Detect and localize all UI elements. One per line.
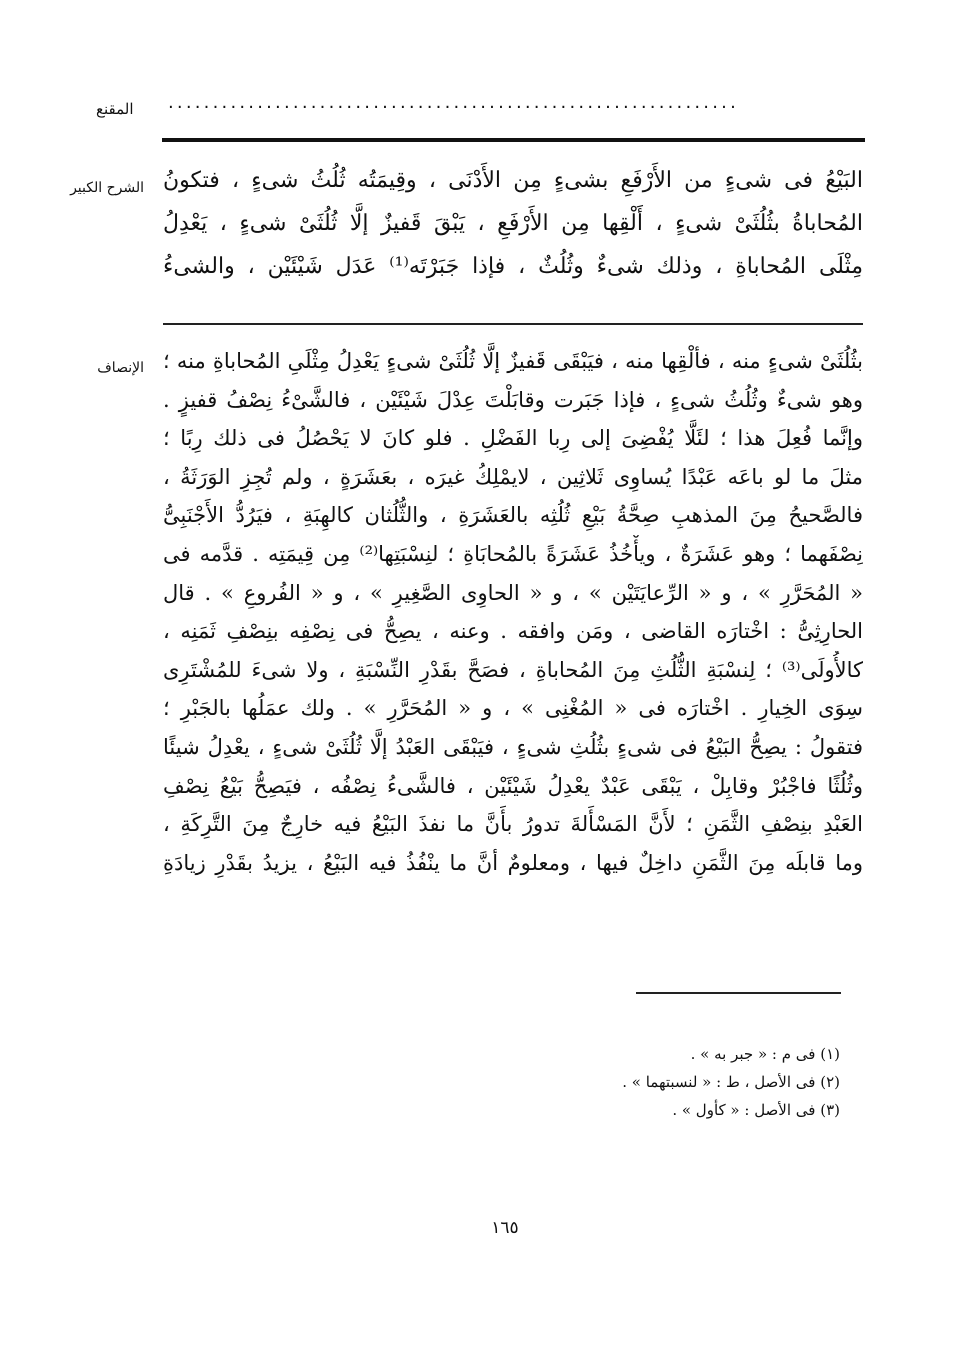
sharh-text-block — [163, 159, 863, 288]
header-rule — [162, 138, 865, 142]
footnote-rule — [636, 992, 841, 994]
text-line: البَيْعُ فى شىءٍ من الأَرْفَعِ بشىءٍ مِن الأَدْنَى ، وقِيمَتُه ثُلُثُ شىءٍ ، فتكونُ — [163, 168, 863, 193]
text-line: وثُلُثًا فاجْبُرْ وقابِلْ ، يَبْقَى عَبْدٌ يعْدِلُ شَيْئَيْن ، فالشَّىءُ نِصْفُه ، فيَصِحُّ بَيْعُ نِصْفِ — [163, 773, 863, 798]
text-line: كالأُولَى⁽³⁾ ؛ لِنسْبَةِ الثُّلُثِ مِنَ المُحاباةِ ، فصَحَّ بقَدْرِ النِّسْبَةِ ، ولا شىءَ للمُشْتَرِى — [163, 657, 863, 682]
text-line: وما قابلَه مِنَ الثَّمَنِ داخِلٌ فيها ، ومعلومٌ أنَّ ما ينْفُذُ فيه البَيْعُ ، يزيدُ بقَدْرِ زيادَةِ — [163, 850, 863, 875]
header-dots: ................................................................ — [168, 92, 739, 113]
text-line: « المُحَرَّرِ » ، و « الرِّعايَتَيْن » ، و « الحاوِى الصَّغِيرِ » ، و « الفُروعِ » . قال — [163, 580, 863, 605]
text-line: وهو شىءٌ وثُلُثُ شىءٍ ، فإذا جَبَرت وقابَلْتَ عِدْلَ شَيْئَيْن ، فالشَّىْءُ نِصْفُ قفيزٍ . — [163, 387, 863, 412]
text-line: وإنَّما فُعِلَ هذا ؛ لئَلَّا يُفْضِىَ إلى رِبا الفَضْلِ . فلو كانَ لا يَحْصُلُ فى ذلك رِبًا ؛ — [163, 426, 863, 451]
text-line: نِصْفَهما ؛ وهو عَشَرَةٌ ، ويأْخُذُ عَشَرَةً بالمُحابَاةِ ؛ لنِسْبَتِها⁽²⁾ مِن قِيمَتِه . قدَّمه فى — [163, 541, 863, 566]
section-divider — [163, 323, 863, 325]
text-line: فتقولُ : يصِحُّ البَيْعُ فى شىءٍ بثُلُثِ شىءٍ ، فيَبْقَى العَبْدُ إلَّا ثُلُثَىْ شىءٍ ، يعْدِلُ شيئًا — [163, 734, 863, 759]
text-line: سِوَى الخِيارِ . اخْتارَه فى « المُغْنِى » ، و « المُحَرَّرِ » . ولك عمَلُها بالجَبْرِ ؛ — [163, 696, 863, 721]
text-line: المُحاباةُ بثُلُثَىْ شىءٍ ، أَلْقِها مِن الأَرْفَعِ ، يَبْقَ قَفيزٌ إلَّا ثُلُثَىْ شىءٍ ، يَعْدِلُ — [163, 211, 863, 236]
footnote: (١) فى م : « جبر به » . — [690, 1045, 840, 1063]
text-line: مِثْلَى المُحاباةِ ، وذلك شىءٌ وثُلُثٌ ، فإذا جَبَرْتَه⁽¹⁾ عَدَل شَيْئَيْن ، والشىءُ — [163, 254, 863, 279]
text-line: العَبْدِ بنِصْفِ الثَّمَنِ ؛ لأَنَّ المَسْأَلةَ تدورُ بأَنَّ ما نفذَ البَيْعُ فيه خارِجٌ مِنَ التَّرِكَةِ ، — [163, 812, 863, 837]
text-line: مثلَ ما لو باعَه عَبْدًا يُساوِى ثَلاثِين ، لايمْلِكُ غيرَه ، بعَشَرَةٍ ، ولم تُجِزِ الوَرَثَةُ ، — [163, 464, 863, 489]
insaf-text-block — [163, 342, 863, 882]
text-line: فالصَّحيحُ مِنَ المذهبِ صِحَّةُ بَيْعِ ثُلُثِه بالعَشَرَةِ ، والثُّلُثان كالهِبَةِ ، فيَرُدُّ الأَجْنَبِىُّ — [163, 503, 863, 528]
text-line: الحارِثِىُّ : اخْتارَه القاضى ، ومَن وافقه . وعنه ، يصِحُّ فى نِصْفِه بنِصْفِ ثَمَنِه ، — [163, 619, 863, 644]
page-number: ١٦٥ — [491, 1218, 519, 1238]
footnote: (٢) فى الأصل ، ط : « لنسبتهما » . — [622, 1073, 840, 1091]
footnote: (٣) فى الأصل : « كأول » . — [672, 1101, 840, 1119]
insaf-label: الإنصاف — [97, 360, 144, 376]
text-line: بثُلُثَىْ شىءٍ منه ، فألْقِها منه ، فيَبْقَى قَفيزٌ إلَّا ثُلُثَىْ شىءٍ يَعْدِلُ مِثْلَىِ المُحاباةِ منه ؛ — [163, 349, 863, 373]
footnotes — [400, 1040, 840, 1124]
book-title: المقنع — [96, 100, 134, 118]
sharh-label: الشرح الكبير — [70, 180, 144, 196]
